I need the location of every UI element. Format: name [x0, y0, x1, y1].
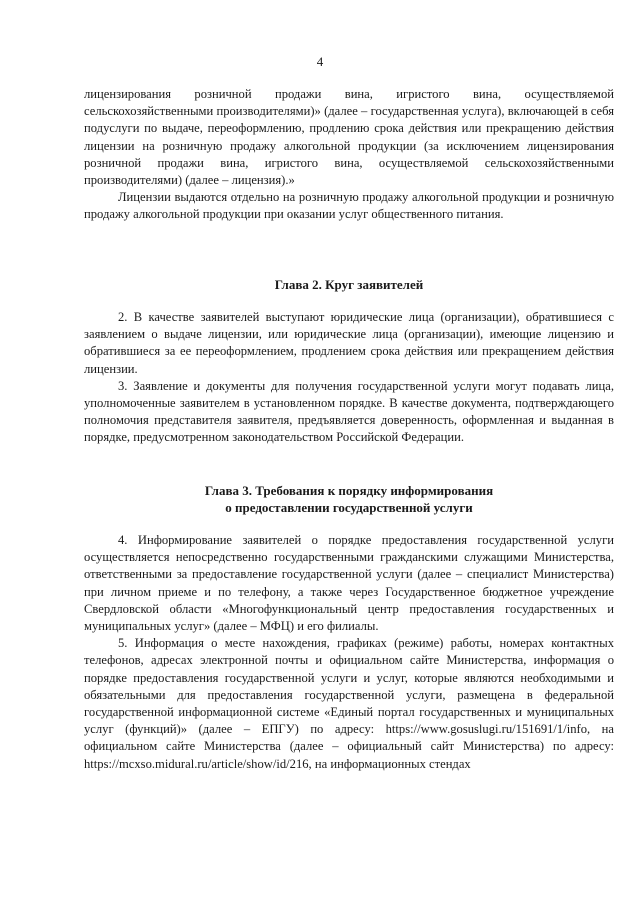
paragraph-3: 3. Заявление и документы для получения государственной услуги могут подавать лица, уполномоченные заявителем в установленном порядке. В качестве документа, подтверждающего полномочия представителя заявителя, предъявляется доверенность, оформленная и выданная в порядке, предусмотренном законодательством Российской Федерации.	[84, 378, 614, 445]
paragraph-2: 2. В качестве заявителей выступают юридические лица (организации), обратившиеся с заявлением о выдаче лицензии, или юридические лица (организации), имеющие лицензию и обратившиеся за ее переоформлением, продлением срока действия или прекращением действия лицензии.	[84, 310, 614, 376]
chapter-2-title: Глава 2. Круг заявителей	[274, 277, 424, 292]
intro-paragraph-1: лицензирования розничной продажи вина, игристого вина, осуществляемой сельскохозяйственными производителями)» (далее – государственная услуга), включающей в себя подуслуги по выдаче, переоформлению, продлению срока действия или прекращению действия лицензии на розничную продажу алкогольной продукции (за исключением лицензирования розничной продажи вина, игристого вина, осуществляемой сельскохозяйственными производителями) (далее – лицензия).»	[84, 87, 614, 188]
intro-section	[84, 86, 614, 224]
intro-paragraph-2: Лицензии выдаются отдельно на розничную продажу алкогольной продукции и розничную продажу алкогольной продукции при оказании услуг общественного питания.	[84, 190, 614, 222]
chapter-3-body	[84, 532, 614, 773]
chapter-3-title-line-2: о предоставлении государственной услуги	[225, 500, 473, 516]
page-number: 4	[316, 54, 324, 69]
chapter-3-title-line-1: Глава 3. Требования к порядку информирования	[204, 483, 494, 498]
paragraph-5: 5. Информация о месте нахождения, графиках (режиме) работы, номерах контактных телефонов, адресах электронной почты и официальном сайте Министерства, информация о порядке предоставления государственной услуги и услуг, которые являются необходимыми и обязательными для предоставления государственной услуги, размещена в федеральной государственной информационной системе «Единый портал государственных и муниципальных услуг (функций)» (далее – ЕПГУ) по адресу: https://www.gosuslugi.ru/151691/1/info, на официальном сайте Министерства (далее – официальный сайт Министерства) по адресу: https://mcxso.midural.ru/article/show/id/216, на информационных стендах	[84, 636, 614, 771]
chapter-3-heading	[84, 482, 614, 517]
chapter-2-body	[84, 309, 614, 447]
chapter-2-section	[84, 276, 614, 293]
paragraph-4: 4. Информирование заявителей о порядке предоставления государственной услуги осуществляется непосредственно государственными гражданскими служащими Министерства, ответственными за предоставление государственной услуги (далее – специалист Министерства) при личном приеме и по телефону, а также через Государственное бюджетное учреждение Свердловской области «Многофункциональный центр предоставления государственных и муниципальных услуг» (далее – МФЦ) и его филиалы.	[84, 533, 614, 634]
